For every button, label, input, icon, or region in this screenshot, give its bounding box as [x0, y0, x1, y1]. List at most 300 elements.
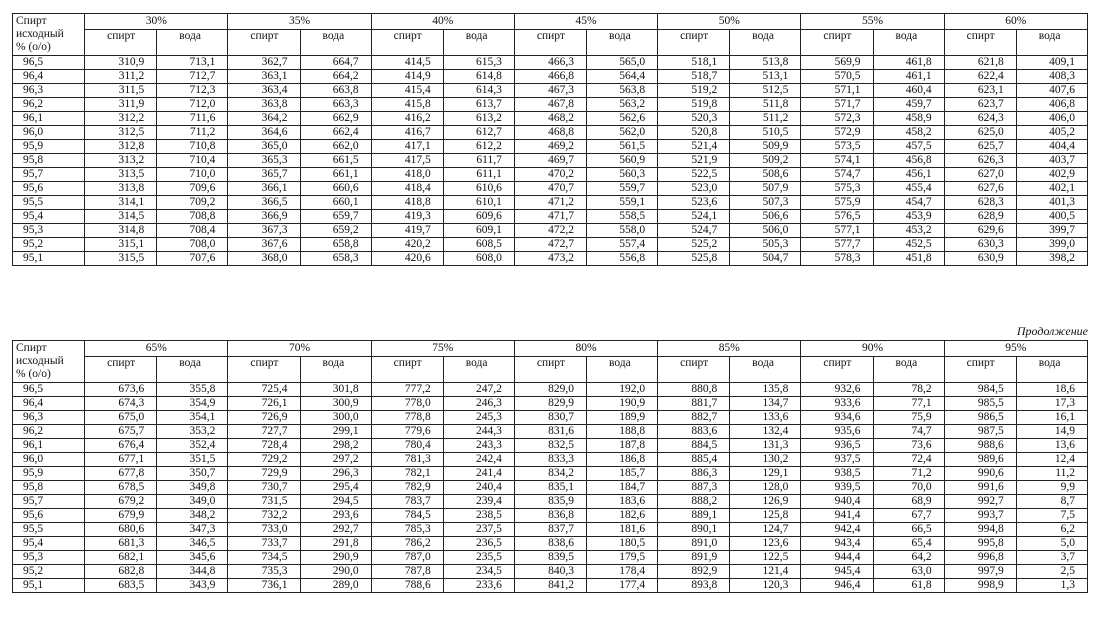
water-volume-cell: 610,1 [443, 196, 514, 210]
table-row [13, 252, 1088, 266]
water-volume-cell: 63,0 [873, 565, 944, 579]
alcohol-volume-cell: 571,1 [801, 84, 873, 98]
water-volume-cell: 297,2 [300, 453, 371, 467]
table-row [13, 154, 1088, 168]
alcohol-volume-cell: 366,9 [228, 210, 300, 224]
water-volume-cell: 354,9 [157, 397, 228, 411]
alcohol-volume-cell: 414,5 [371, 56, 443, 70]
water-volume-cell: 1,3 [1016, 579, 1087, 593]
water-volume-cell: 300,0 [300, 411, 371, 425]
water-volume-cell: 294,5 [300, 495, 371, 509]
water-volume-cell: 612,2 [443, 140, 514, 154]
alcohol-volume-cell: 312,8 [85, 140, 157, 154]
water-volume-cell: 354,1 [157, 411, 228, 425]
alcohol-volume-cell: 523,0 [658, 182, 730, 196]
alcohol-volume-cell: 884,5 [658, 439, 730, 453]
alcohol-volume-cell: 679,9 [85, 509, 157, 523]
water-volume-cell: 508,6 [730, 168, 801, 182]
water-volume-cell: 557,4 [587, 238, 658, 252]
water-volume-cell: 289,0 [300, 579, 371, 593]
table-row [13, 565, 1088, 579]
alcohol-volume-cell: 524,7 [658, 224, 730, 238]
table-row [13, 168, 1088, 182]
water-volume-cell: 612,7 [443, 126, 514, 140]
water-volume-cell: 125,8 [730, 509, 801, 523]
table-row [13, 537, 1088, 551]
alcohol-volume-cell: 778,8 [371, 411, 443, 425]
alcohol-volume-cell: 312,5 [85, 126, 157, 140]
water-volume-cell: 64,2 [873, 551, 944, 565]
table-row [13, 126, 1088, 140]
water-volume-cell: 181,6 [587, 523, 658, 537]
initial-strength-cell: 96,3 [13, 411, 85, 425]
alcohol-volume-cell: 733,0 [228, 523, 300, 537]
alcohol-volume-cell: 629,6 [944, 224, 1016, 238]
water-volume-cell: 403,7 [1016, 154, 1087, 168]
header-row-percent [13, 14, 1088, 30]
alcohol-volume-cell: 841,2 [514, 579, 586, 593]
alcohol-volume-cell: 996,8 [944, 551, 1016, 565]
water-volume-cell: 558,0 [587, 224, 658, 238]
initial-strength-cell: 96,4 [13, 397, 85, 411]
corner-header-line: % (о/о) [16, 41, 51, 53]
alcohol-volume-cell: 888,2 [658, 495, 730, 509]
water-volume-cell: 402,9 [1016, 168, 1087, 182]
alcohol-volume-cell: 993,7 [944, 509, 1016, 523]
water-volume-cell: 614,3 [443, 84, 514, 98]
water-volume-cell: 17,3 [1016, 397, 1087, 411]
alcohol-volume-cell: 880,8 [658, 383, 730, 397]
alcohol-volume-cell: 998,9 [944, 579, 1016, 593]
water-volume-cell: 130,2 [730, 453, 801, 467]
water-volume-cell: 405,2 [1016, 126, 1087, 140]
water-volume-cell: 237,5 [443, 523, 514, 537]
alcohol-volume-cell: 732,2 [228, 509, 300, 523]
dilution-table-30-60 [12, 13, 1088, 266]
alcohol-volume-cell: 418,4 [371, 182, 443, 196]
alcohol-volume-cell: 881,7 [658, 397, 730, 411]
header-row-percent [13, 341, 1088, 357]
alcohol-volume-cell: 574,7 [801, 168, 873, 182]
table-row [13, 182, 1088, 196]
alcohol-volume-cell: 733,7 [228, 537, 300, 551]
water-volume-cell: 408,3 [1016, 70, 1087, 84]
alcohol-volume-cell: 363,4 [228, 84, 300, 98]
water-volume-cell: 565,0 [587, 56, 658, 70]
table-row [13, 84, 1088, 98]
water-volume-cell: 564,4 [587, 70, 658, 84]
water-volume-cell: 452,5 [873, 238, 944, 252]
alcohol-volume-cell: 735,3 [228, 565, 300, 579]
initial-strength-cell: 96,0 [13, 126, 85, 140]
alcohol-volume-cell: 621,8 [944, 56, 1016, 70]
water-volume-cell: 300,9 [300, 397, 371, 411]
alcohol-volume-cell: 368,0 [228, 252, 300, 266]
alcohol-volume-cell: 779,6 [371, 425, 443, 439]
water-volume-cell: 453,2 [873, 224, 944, 238]
alcohol-volume-cell: 784,5 [371, 509, 443, 523]
alcohol-volume-cell: 837,7 [514, 523, 586, 537]
alcohol-volume-cell: 727,7 [228, 425, 300, 439]
water-volume-cell: 12,4 [1016, 453, 1087, 467]
water-volume-cell: 234,5 [443, 565, 514, 579]
alcohol-volume-cell: 832,5 [514, 439, 586, 453]
water-volume-cell: 710,0 [157, 168, 228, 182]
water-volume-cell: 709,6 [157, 182, 228, 196]
water-subheader: вода [587, 357, 658, 383]
alcohol-subheader: спирт [514, 30, 586, 56]
target-strength-header: 80% [514, 341, 657, 357]
alcohol-volume-cell: 573,5 [801, 140, 873, 154]
water-volume-cell: 180,5 [587, 537, 658, 551]
water-volume-cell: 78,2 [873, 383, 944, 397]
water-volume-cell: 399,0 [1016, 238, 1087, 252]
alcohol-volume-cell: 466,3 [514, 56, 586, 70]
table-row [13, 56, 1088, 70]
water-volume-cell: 293,6 [300, 509, 371, 523]
water-volume-cell: 135,8 [730, 383, 801, 397]
alcohol-volume-cell: 315,1 [85, 238, 157, 252]
alcohol-volume-cell: 730,7 [228, 481, 300, 495]
alcohol-volume-cell: 314,5 [85, 210, 157, 224]
alcohol-volume-cell: 624,3 [944, 112, 1016, 126]
alcohol-volume-cell: 729,9 [228, 467, 300, 481]
water-volume-cell: 7,5 [1016, 509, 1087, 523]
alcohol-volume-cell: 891,9 [658, 551, 730, 565]
alcohol-subheader: спирт [514, 357, 586, 383]
water-volume-cell: 563,8 [587, 84, 658, 98]
alcohol-volume-cell: 472,7 [514, 238, 586, 252]
initial-strength-cell: 95,1 [13, 579, 85, 593]
alcohol-volume-cell: 577,1 [801, 224, 873, 238]
alcohol-volume-cell: 778,0 [371, 397, 443, 411]
alcohol-volume-cell: 572,3 [801, 112, 873, 126]
alcohol-volume-cell: 363,8 [228, 98, 300, 112]
alcohol-volume-cell: 626,3 [944, 154, 1016, 168]
alcohol-volume-cell: 523,6 [658, 196, 730, 210]
initial-strength-cell: 95,2 [13, 238, 85, 252]
initial-strength-cell: 95,3 [13, 224, 85, 238]
alcohol-volume-cell: 938,5 [801, 467, 873, 481]
alcohol-volume-cell: 829,0 [514, 383, 586, 397]
water-volume-cell: 660,6 [300, 182, 371, 196]
water-volume-cell: 13,6 [1016, 439, 1087, 453]
water-volume-cell: 507,9 [730, 182, 801, 196]
alcohol-volume-cell: 788,6 [371, 579, 443, 593]
water-volume-cell: 292,7 [300, 523, 371, 537]
alcohol-volume-cell: 525,8 [658, 252, 730, 266]
water-subheader: вода [157, 357, 228, 383]
water-volume-cell: 68,9 [873, 495, 944, 509]
table-row [13, 509, 1088, 523]
water-volume-cell: 453,9 [873, 210, 944, 224]
water-volume-cell: 506,6 [730, 210, 801, 224]
alcohol-volume-cell: 414,9 [371, 70, 443, 84]
alcohol-subheader: спирт [228, 357, 300, 383]
water-volume-cell: 712,7 [157, 70, 228, 84]
water-volume-cell: 183,6 [587, 495, 658, 509]
water-volume-cell: 247,2 [443, 383, 514, 397]
water-volume-cell: 458,2 [873, 126, 944, 140]
water-volume-cell: 611,7 [443, 154, 514, 168]
alcohol-volume-cell: 725,4 [228, 383, 300, 397]
alcohol-volume-cell: 836,8 [514, 509, 586, 523]
alcohol-volume-cell: 520,3 [658, 112, 730, 126]
alcohol-volume-cell: 471,2 [514, 196, 586, 210]
initial-strength-cell: 95,7 [13, 168, 85, 182]
alcohol-volume-cell: 831,6 [514, 425, 586, 439]
water-volume-cell: 662,0 [300, 140, 371, 154]
water-volume-cell: 347,3 [157, 523, 228, 537]
alcohol-volume-cell: 367,3 [228, 224, 300, 238]
alcohol-volume-cell: 473,2 [514, 252, 586, 266]
target-strength-header: 50% [658, 14, 801, 30]
alcohol-volume-cell: 734,5 [228, 551, 300, 565]
initial-strength-cell: 95,6 [13, 509, 85, 523]
water-volume-cell: 16,1 [1016, 411, 1087, 425]
water-volume-cell: 458,9 [873, 112, 944, 126]
water-volume-cell: 662,4 [300, 126, 371, 140]
initial-strength-cell: 95,3 [13, 551, 85, 565]
water-volume-cell: 14,9 [1016, 425, 1087, 439]
water-volume-cell: 3,7 [1016, 551, 1087, 565]
alcohol-volume-cell: 675,0 [85, 411, 157, 425]
water-volume-cell: 459,7 [873, 98, 944, 112]
table-row [13, 495, 1088, 509]
water-volume-cell: 461,1 [873, 70, 944, 84]
initial-strength-cell: 96,2 [13, 425, 85, 439]
alcohol-volume-cell: 468,8 [514, 126, 586, 140]
water-volume-cell: 188,8 [587, 425, 658, 439]
alcohol-volume-cell: 782,1 [371, 467, 443, 481]
alcohol-subheader: спирт [801, 357, 873, 383]
alcohol-volume-cell: 777,2 [371, 383, 443, 397]
water-volume-cell: 178,4 [587, 565, 658, 579]
table-row [13, 140, 1088, 154]
water-volume-cell: 406,0 [1016, 112, 1087, 126]
water-volume-cell: 561,5 [587, 140, 658, 154]
water-volume-cell: 184,7 [587, 481, 658, 495]
alcohol-volume-cell: 835,9 [514, 495, 586, 509]
table-row [13, 481, 1088, 495]
water-volume-cell: 659,7 [300, 210, 371, 224]
alcohol-volume-cell: 576,5 [801, 210, 873, 224]
water-volume-cell: 713,1 [157, 56, 228, 70]
target-strength-header: 55% [801, 14, 944, 30]
water-subheader: вода [300, 357, 371, 383]
water-volume-cell: 511,8 [730, 98, 801, 112]
water-volume-cell: 708,0 [157, 238, 228, 252]
alcohol-volume-cell: 469,7 [514, 154, 586, 168]
table-row [13, 523, 1088, 537]
alcohol-volume-cell: 416,7 [371, 126, 443, 140]
alcohol-volume-cell: 310,9 [85, 56, 157, 70]
water-volume-cell: 454,7 [873, 196, 944, 210]
water-volume-cell: 2,5 [1016, 565, 1087, 579]
water-subheader: вода [1016, 357, 1087, 383]
initial-strength-cell: 96,0 [13, 453, 85, 467]
water-volume-cell: 131,3 [730, 439, 801, 453]
table-row [13, 383, 1088, 397]
initial-strength-cell: 95,9 [13, 467, 85, 481]
water-volume-cell: 559,1 [587, 196, 658, 210]
water-volume-cell: 512,5 [730, 84, 801, 98]
initial-strength-cell: 95,6 [13, 182, 85, 196]
alcohol-volume-cell: 989,6 [944, 453, 1016, 467]
alcohol-volume-cell: 676,4 [85, 439, 157, 453]
alcohol-volume-cell: 937,5 [801, 453, 873, 467]
water-volume-cell: 455,4 [873, 182, 944, 196]
alcohol-volume-cell: 988,6 [944, 439, 1016, 453]
water-volume-cell: 71,2 [873, 467, 944, 481]
alcohol-volume-cell: 627,6 [944, 182, 1016, 196]
initial-strength-cell: 95,5 [13, 196, 85, 210]
alcohol-volume-cell: 623,1 [944, 84, 1016, 98]
alcohol-volume-cell: 990,6 [944, 467, 1016, 481]
water-volume-cell: 663,8 [300, 84, 371, 98]
water-volume-cell: 457,5 [873, 140, 944, 154]
water-volume-cell: 187,8 [587, 439, 658, 453]
water-volume-cell: 712,0 [157, 98, 228, 112]
target-strength-header: 30% [85, 14, 228, 30]
water-volume-cell: 658,3 [300, 252, 371, 266]
water-volume-cell: 245,3 [443, 411, 514, 425]
alcohol-volume-cell: 995,8 [944, 537, 1016, 551]
water-volume-cell: 61,8 [873, 579, 944, 593]
water-volume-cell: 611,1 [443, 168, 514, 182]
alcohol-volume-cell: 577,7 [801, 238, 873, 252]
alcohol-volume-cell: 521,9 [658, 154, 730, 168]
water-volume-cell: 663,3 [300, 98, 371, 112]
alcohol-volume-cell: 470,2 [514, 168, 586, 182]
alcohol-volume-cell: 890,1 [658, 523, 730, 537]
water-volume-cell: 451,8 [873, 252, 944, 266]
alcohol-volume-cell: 628,9 [944, 210, 1016, 224]
water-volume-cell: 233,6 [443, 579, 514, 593]
alcohol-volume-cell: 678,5 [85, 481, 157, 495]
alcohol-subheader: спирт [85, 30, 157, 56]
alcohol-volume-cell: 313,5 [85, 168, 157, 182]
table-row [13, 425, 1088, 439]
water-volume-cell: 189,9 [587, 411, 658, 425]
alcohol-volume-cell: 839,5 [514, 551, 586, 565]
alcohol-volume-cell: 731,5 [228, 495, 300, 509]
water-volume-cell: 710,4 [157, 154, 228, 168]
alcohol-volume-cell: 891,0 [658, 537, 730, 551]
water-volume-cell: 290,9 [300, 551, 371, 565]
water-volume-cell: 290,0 [300, 565, 371, 579]
alcohol-volume-cell: 366,5 [228, 196, 300, 210]
initial-strength-cell: 96,1 [13, 112, 85, 126]
water-subheader: вода [730, 357, 801, 383]
alcohol-volume-cell: 838,6 [514, 537, 586, 551]
alcohol-volume-cell: 417,5 [371, 154, 443, 168]
water-volume-cell: 350,7 [157, 467, 228, 481]
water-volume-cell: 123,6 [730, 537, 801, 551]
alcohol-volume-cell: 829,9 [514, 397, 586, 411]
alcohol-volume-cell: 315,5 [85, 252, 157, 266]
alcohol-volume-cell: 882,7 [658, 411, 730, 425]
header-row-components [13, 357, 1088, 383]
water-volume-cell: 186,8 [587, 453, 658, 467]
water-volume-cell: 399,7 [1016, 224, 1087, 238]
table-row [13, 112, 1088, 126]
water-volume-cell: 345,6 [157, 551, 228, 565]
water-volume-cell: 240,4 [443, 481, 514, 495]
alcohol-volume-cell: 933,6 [801, 397, 873, 411]
corner-header-line: % (о/о) [16, 368, 51, 380]
water-volume-cell: 664,2 [300, 70, 371, 84]
water-volume-cell: 401,3 [1016, 196, 1087, 210]
alcohol-subheader: спирт [944, 30, 1016, 56]
water-volume-cell: 510,5 [730, 126, 801, 140]
alcohol-volume-cell: 787,0 [371, 551, 443, 565]
alcohol-volume-cell: 625,7 [944, 140, 1016, 154]
water-volume-cell: 120,3 [730, 579, 801, 593]
water-volume-cell: 66,5 [873, 523, 944, 537]
table-row [13, 411, 1088, 425]
alcohol-volume-cell: 932,6 [801, 383, 873, 397]
target-strength-header: 40% [371, 14, 514, 30]
water-volume-cell: 134,7 [730, 397, 801, 411]
alcohol-volume-cell: 682,8 [85, 565, 157, 579]
water-volume-cell: 352,4 [157, 439, 228, 453]
alcohol-subheader: спирт [228, 30, 300, 56]
water-subheader: вода [730, 30, 801, 56]
water-volume-cell: 11,2 [1016, 467, 1087, 481]
water-volume-cell: 295,4 [300, 481, 371, 495]
water-volume-cell: 190,9 [587, 397, 658, 411]
alcohol-volume-cell: 468,2 [514, 112, 586, 126]
alcohol-volume-cell: 936,5 [801, 439, 873, 453]
water-volume-cell: 242,4 [443, 453, 514, 467]
water-volume-cell: 74,7 [873, 425, 944, 439]
alcohol-volume-cell: 887,3 [658, 481, 730, 495]
alcohol-volume-cell: 625,0 [944, 126, 1016, 140]
alcohol-volume-cell: 313,2 [85, 154, 157, 168]
alcohol-volume-cell: 781,3 [371, 453, 443, 467]
water-volume-cell: 659,2 [300, 224, 371, 238]
alcohol-volume-cell: 940,4 [801, 495, 873, 509]
header-row-components [13, 30, 1088, 56]
water-subheader: вода [443, 357, 514, 383]
alcohol-volume-cell: 574,1 [801, 154, 873, 168]
water-volume-cell: 6,2 [1016, 523, 1087, 537]
table-row [13, 196, 1088, 210]
alcohol-volume-cell: 934,6 [801, 411, 873, 425]
water-volume-cell: 243,3 [443, 439, 514, 453]
alcohol-volume-cell: 520,8 [658, 126, 730, 140]
alcohol-volume-cell: 314,1 [85, 196, 157, 210]
water-volume-cell: 8,7 [1016, 495, 1087, 509]
water-volume-cell: 709,2 [157, 196, 228, 210]
alcohol-volume-cell: 785,3 [371, 523, 443, 537]
alcohol-volume-cell: 466,8 [514, 70, 586, 84]
table-row [13, 238, 1088, 252]
water-volume-cell: 291,8 [300, 537, 371, 551]
alcohol-volume-cell: 524,1 [658, 210, 730, 224]
water-volume-cell: 129,1 [730, 467, 801, 481]
water-volume-cell: 609,1 [443, 224, 514, 238]
alcohol-volume-cell: 627,0 [944, 168, 1016, 182]
water-volume-cell: 70,0 [873, 481, 944, 495]
alcohol-subheader: спирт [658, 357, 730, 383]
alcohol-volume-cell: 575,9 [801, 196, 873, 210]
water-volume-cell: 613,2 [443, 112, 514, 126]
alcohol-volume-cell: 467,3 [514, 84, 586, 98]
alcohol-volume-cell: 997,9 [944, 565, 1016, 579]
water-volume-cell: 608,5 [443, 238, 514, 252]
